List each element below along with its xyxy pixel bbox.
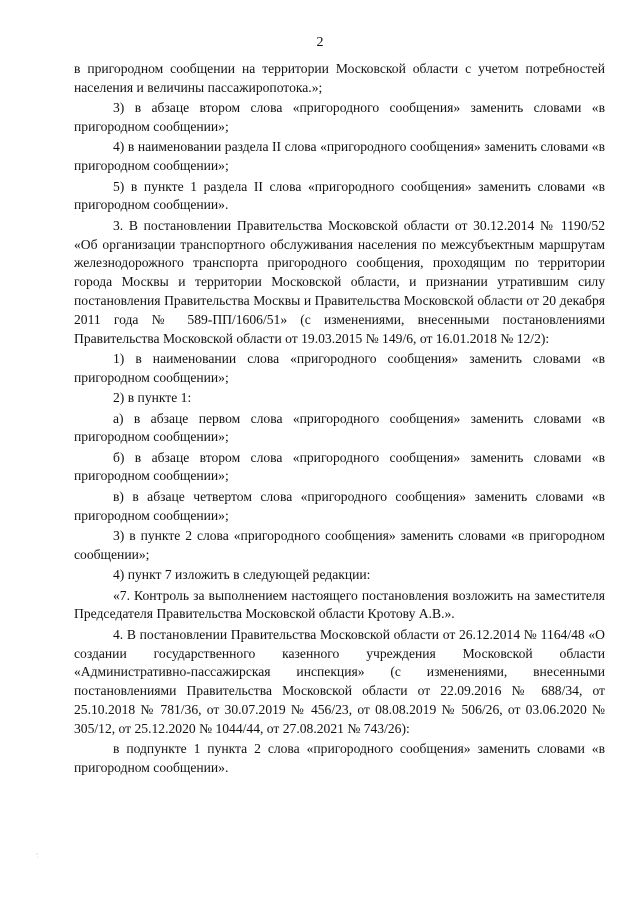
paragraph-quote-7: «7. Контроль за выполнением настоящего постановления возложить на заместителя Председателя Правительства Московской области Кротову А.В.». (74, 587, 605, 622)
scan-artifact (35, 852, 41, 860)
paragraph-section-4: 4. В постановлении Правительства Московской области от 26.12.2014 № 1164/48 «О создании государственного казенного учреждения Московской области «Административно-пассажирская инспекция» (с изменениями, внесенными постановлениями Правительства Московской области от 22.09.2016 № 688/34, от 25.10.2018 № 781/36, от 30.07.2019 № 456/23, от 08.08.2019 № 506/26, от 03.06.2020 № 305/12, от 25.12.2020 № 1044/44, от 27.08.2021 № 743/26): (74, 626, 605, 736)
paragraph-sub-1: 1) в наименовании слова «пригородного сообщения» заменить словами «в пригородном сообщении»; (74, 350, 605, 385)
paragraph-section-3: 3. В постановлении Правительства Московской области от 30.12.2014 № 1190/52 «Об организации транспортного обслуживания населения по межсубъектным маршрутам железнодорожного транспорта пригородного сообщения, проходящим по территории города Москвы и территории Московской области, и признании утратившим силу постановления Правительства Москвы и Правительства Московской области от 20 декабря 2011 года № 589-ПП/1606/51» (с изменениями, внесенными постановлениями Правительства Московской области от 19.03.2015 № 149/6, от 16.01.2018 № 12/2): (74, 217, 605, 346)
paragraph-sub-2v: в) в абзаце четвертом слова «пригородного сообщения» заменить словами «в пригородном сообщении»; (74, 488, 605, 523)
paragraph-sub-2: 2) в пункте 1: (113, 390, 192, 406)
paragraph-sub-2b: б) в абзаце втором слова «пригородного сообщения» заменить словами «в пригородном сообщении»; (74, 449, 605, 484)
paragraph-final: в подпункте 1 пункта 2 слова «пригородного сообщения» заменить словами «в пригородном сообщении». (74, 741, 605, 775)
paragraph-item-3: 3) в абзаце втором слова «пригородного сообщения» заменить словами «в пригородном сообщении»; (74, 100, 605, 134)
document-body (74, 60, 605, 779)
paragraph-sub-2a: а) в абзаце первом слова «пригородного сообщения» заменить словами «в пригородном сообщении»; (74, 410, 605, 445)
paragraph-sub-4: 4) пункт 7 изложить в следующей редакции: (113, 567, 371, 583)
paragraph-item-5: 5) в пункте 1 раздела II слова «пригородного сообщения» заменить словами «в пригородном сообщении». (74, 178, 605, 213)
paragraph-item-4: 4) в наименовании раздела II слова «пригородного сообщения» заменить словами «в пригородном сообщении»; (74, 139, 605, 174)
paragraph-sub-3: 3) в пункте 2 слова «пригородного сообщения» заменить словами «в пригородном сообщении»; (74, 528, 605, 562)
paragraph-continuation: в пригородном сообщении на территории Московской области с учетом потребностей населения и величины пассажиропотока.»; (74, 61, 605, 95)
page-number: 2 (316, 35, 324, 50)
